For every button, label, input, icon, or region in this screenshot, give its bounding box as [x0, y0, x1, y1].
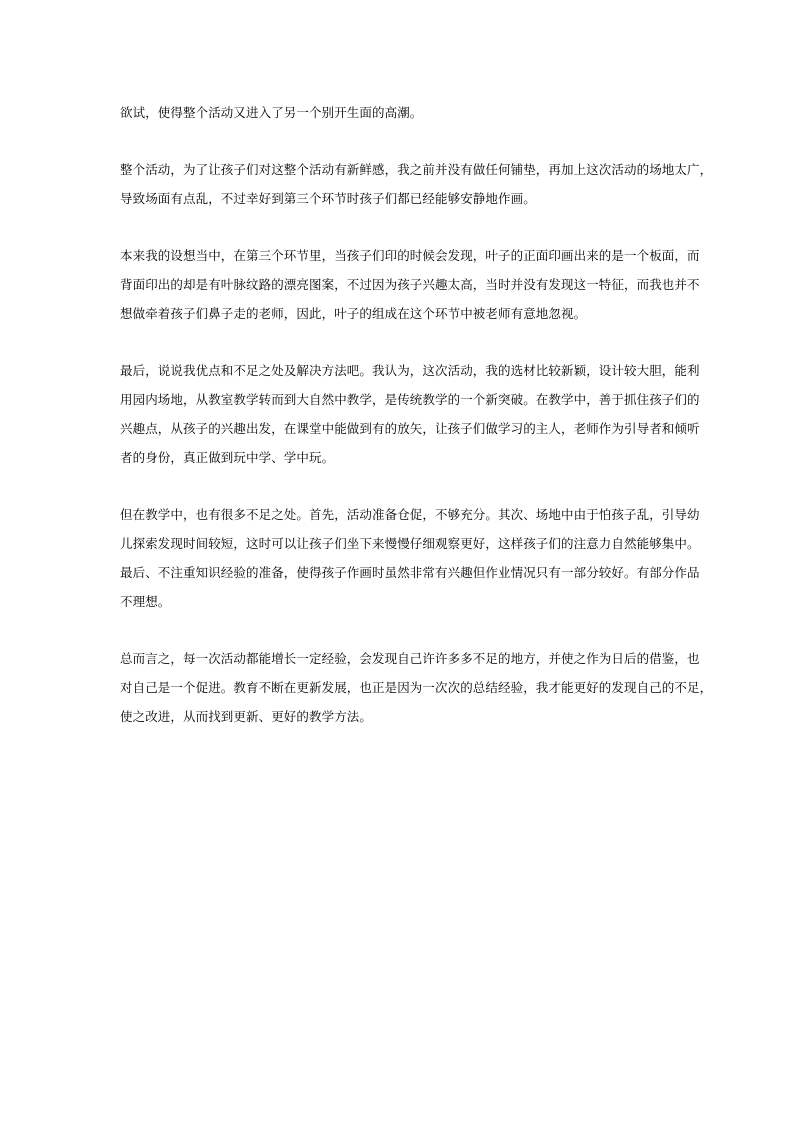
paragraph-6	[120, 644, 713, 731]
paragraph-line: 背面印出的却是有叶脉纹路的漂亮图案，不过因为孩子兴趣太高，当时并没有发现这一特征，而我也并不	[120, 277, 700, 292]
paragraph-line: 儿探索发现时间较短，这时可以让孩子们坐下来慢慢仔细观察更好，这样孩子们的注意力自然能够集中。	[120, 536, 700, 551]
document-page	[120, 98, 713, 759]
paragraph-line: 但在教学中，也有很多不足之处。首先，活动准备仓促，不够充分。其次、场地中由于怕孩子乱，引导幼	[120, 507, 700, 522]
paragraph-line: 欲试，使得整个活动又进入了另一个别开生面的高潮。	[120, 105, 423, 120]
paragraph-line: 使之改进，从而找到更新、更好的教学方法。	[120, 709, 373, 724]
paragraph-line: 者的身份，真正做到玩中学、学中玩。	[120, 450, 335, 465]
paragraph-1	[120, 98, 680, 127]
paragraph-2	[120, 155, 713, 213]
paragraph-5	[120, 500, 700, 616]
paragraph-line: 本来我的设想当中，在第三个环节里，当孩子们印的时候会发现，叶子的正面印画出来的是一个板面，而	[120, 248, 700, 263]
paragraph-line: 用园内场地，从教室教学转而到大自然中教学，是传统教学的一个新突破。在教学中，善于抓住孩子们的	[120, 392, 700, 407]
paragraph-3	[120, 241, 700, 328]
paragraph-line: 最后，说说我优点和不足之处及解决方法吧。我认为，这次活动，我的选材比较新颖，设计较大胆，能利	[120, 363, 700, 378]
paragraph-line: 总而言之，每一次活动都能增长一定经验，会发现自己许许多多不足的地方，并使之作为日后的借鉴，也	[120, 651, 700, 666]
paragraph-4	[120, 356, 700, 472]
paragraph-line: 对自己是一个促进。教育不断在更新发展，也正是因为一次次的总结经验，我才能更好的发现自己的不足，	[120, 680, 713, 695]
paragraph-line: 不理想。	[120, 594, 171, 609]
paragraph-line: 兴趣点，从孩子的兴趣出发，在课堂中能做到有的放矢，让孩子们做学习的主人，老师作为引导者和倾听	[120, 421, 700, 436]
paragraph-line: 导致场面有点乱，不过幸好到第三个环节时孩子们都已经能够安静地作画。	[120, 191, 536, 206]
paragraph-line: 最后、不注重知识经验的准备，使得孩子作画时虽然非常有兴趣但作业情况只有一部分较好。有部分作品	[120, 565, 700, 580]
paragraph-line: 整个活动，为了让孩子们对这整个活动有新鲜感，我之前并没有做任何铺垫，再加上这次活动的场地太广，	[120, 162, 713, 177]
paragraph-line: 想做牵着孩子们鼻子走的老师，因此，叶子的组成在这个环节中被老师有意地忽视。	[120, 306, 587, 321]
